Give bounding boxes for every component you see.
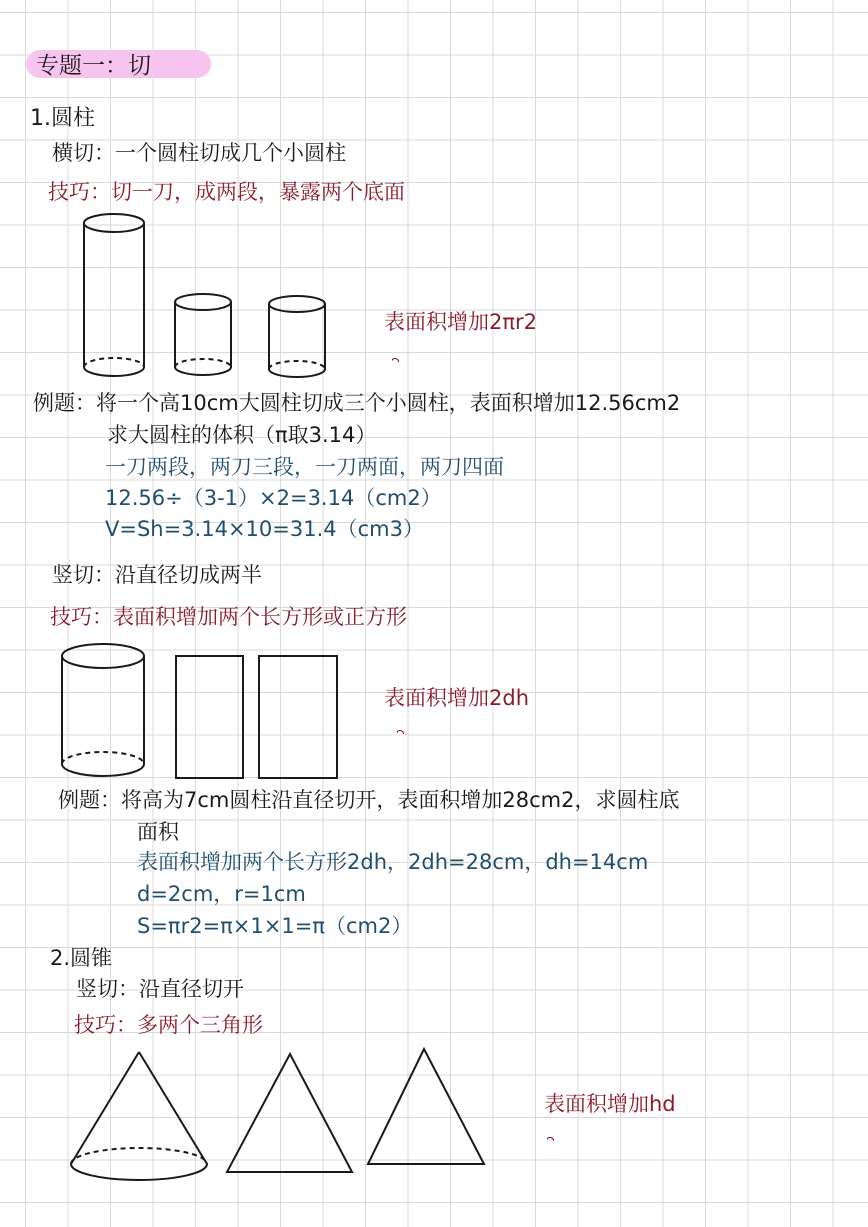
section2-heading: 2.圆锥 — [50, 946, 113, 970]
example1-solution-line2: 12.56÷（3-1）×2=3.14（cm2） — [105, 486, 442, 510]
example1-solution-line3: V=Sh=3.14×10=31.4（cm3） — [105, 517, 424, 541]
vertical-cut-definition: 竖切：沿直径切成两半 — [52, 563, 262, 587]
tip-vertical-cut: 技巧：表面积增加两个长方形或正方形 — [50, 605, 407, 629]
result-cross-cut: 表面积增加2πr2 — [384, 310, 537, 334]
page-title: 专题一：切 — [36, 53, 151, 79]
example2-solution-line3: S=πr2=π×1×1=π（cm2） — [137, 914, 413, 938]
section1-heading: 1.圆柱 — [30, 106, 95, 131]
example1-question-line1: 例题：将一个高10cm大圆柱切成三个小圆柱，表面积增加12.56cm2 — [33, 391, 681, 415]
tip-cross-cut: 技巧：切一刀，成两段，暴露两个底面 — [48, 180, 405, 204]
example1-solution-line1: 一刀两段，两刀三段，一刀两面，两刀四面 — [105, 455, 504, 479]
cone-vertical-cut-definition: 竖切：沿直径切开 — [76, 977, 244, 1001]
example2-solution-line1: 表面积增加两个长方形2dh，2dh=28cm，dh=14cm — [137, 850, 649, 874]
result-cone: 表面积增加hd — [544, 1092, 676, 1116]
example2-question-line1: 例题：将高为7cm圆柱沿直径切开，表面积增加28cm2，求圆柱底 — [58, 788, 680, 812]
example1-question-line2: 求大圆柱的体积（π取3.14） — [107, 423, 377, 447]
result-underline — [547, 1131, 707, 1141]
cross-cut-definition: 横切：一个圆柱切成几个小圆柱 — [52, 141, 346, 165]
example2-question-line2: 面积 — [137, 820, 179, 844]
tip-cone: 技巧：多两个三角形 — [74, 1013, 263, 1037]
result-vertical-cut: 表面积增加2dh — [384, 686, 530, 710]
example2-solution-line2: d=2cm，r=1cm — [137, 882, 306, 906]
